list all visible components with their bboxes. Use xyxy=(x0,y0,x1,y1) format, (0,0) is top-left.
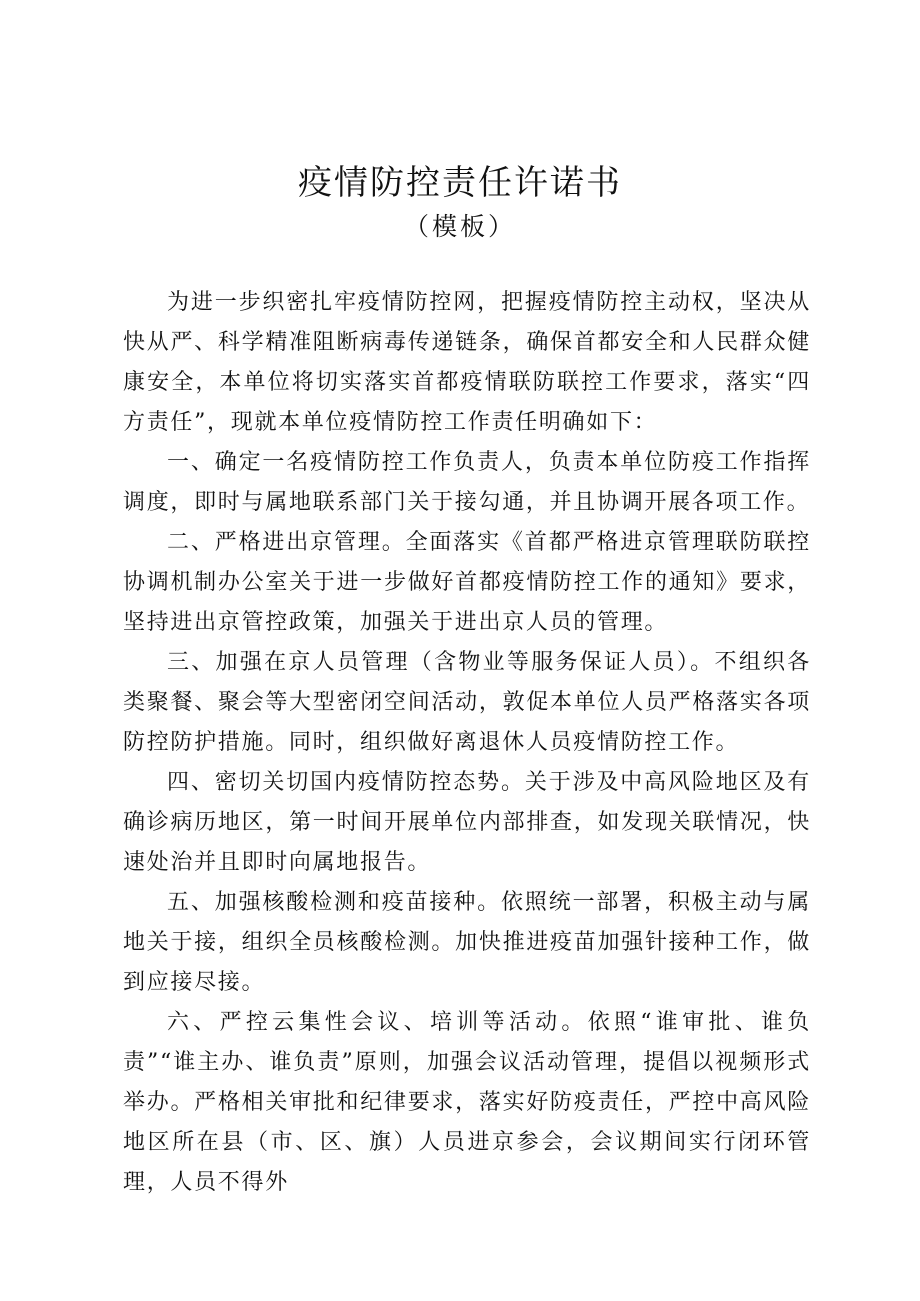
item-paragraph-3: 三、加强在京人员管理（含物业等服务保证人员）。不组织各类聚餐、聚会等大型密闭空间活动，敦促本单位人员严格落实各项防控防护措施。同时，组织做好离退休人员疫情防控工作。 xyxy=(123,650,811,755)
item-paragraph-1: 一、确定一名疫情防控工作负责人，负责本单位防疫工作指挥调度，即时与属地联系部门关于接勾通，并且协调开展各项工作。 xyxy=(123,450,811,515)
item-paragraph-5: 五、加强核酸检测和疫苗接种。依照统一部署，积极主动与属地关于接，组织全员核酸检测。加快推进疫苗加强针接种工作，做到应接尽接。 xyxy=(123,890,811,995)
document-title: 疫情防控责任许诺书 xyxy=(298,163,622,203)
item-paragraph-6: 六、严控云集性会议、培训等活动。依照“谁审批、谁负责”“谁主办、谁负责”原则，加强会议活动管理，提倡以视频形式举办。严格相关审批和纪律要求，落实好防疫责任，严控中高风险地区所在县（市、区、旗）人员进京参会，会议期间实行闭环管理，人员不得外 xyxy=(123,1010,811,1195)
item-paragraph-2: 二、严格进出京管理。全面落实《首都严格进京管理联防联控协调机制办公室关于进一步做好首都疫情防控工作的通知》要求，坚持进出京管控政策，加强关于进出京人员的管理。 xyxy=(123,530,811,635)
document-subtitle: （模板） xyxy=(403,212,516,241)
item-paragraph-4: 四、密切关切国内疫情防控态势。关于涉及中高风险地区及有确诊病历地区，第一时间开展单位内部排查，如发现关联情况，快速处治并且即时向属地报告。 xyxy=(123,770,811,875)
intro-paragraph: 为进一步织密扎牢疫情防控网，把握疫情防控主动权，坚决从快从严、科学精准阻断病毒传递链条，确保首都安全和人民群众健康安全，本单位将切实落实首都疫情联防联控工作要求，落实“四方责任”，现就本单位疫情防控工作责任明确如下： xyxy=(123,290,811,435)
document-body xyxy=(123,283,811,1203)
